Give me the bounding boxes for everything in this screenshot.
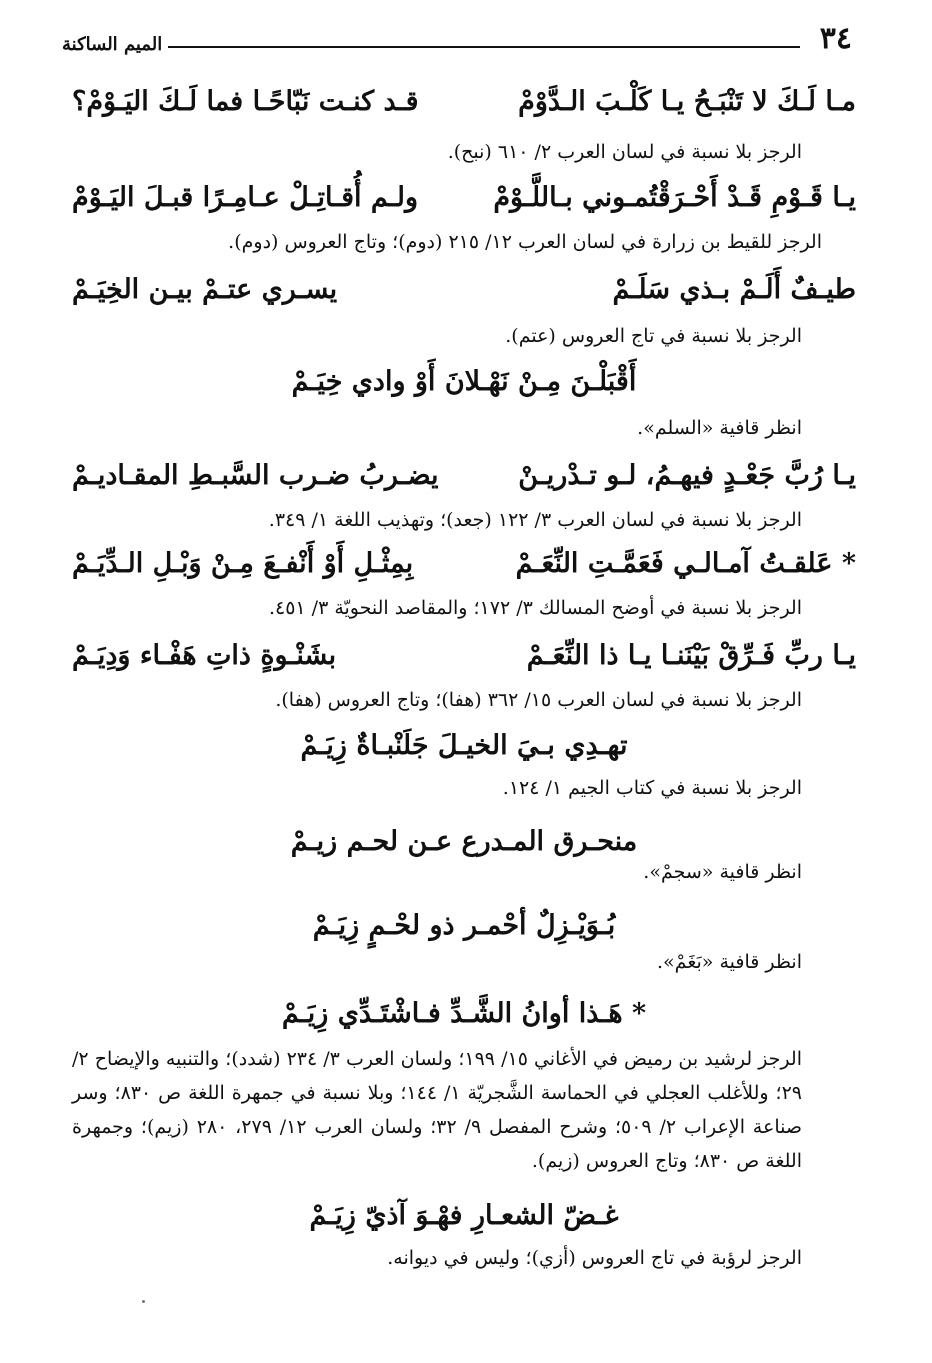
- verse-line: [72, 636, 856, 676]
- citation-note: الرجز بلا نسبة في تاج العروس (عتم).: [505, 325, 802, 347]
- citation-note: الرجز بلا نسبة في لسان العرب ٣/ ١٢٢ (جعد)؛ وتهذيب اللغة ١/ ٣٤٩.: [268, 509, 802, 531]
- verse-line: [72, 82, 856, 122]
- verse-hemistich-first: يـا قَـوْمِ قَـدْ أَحْـرَقْتُمـوني بـاللَّـوْمْ: [493, 182, 856, 213]
- verse-single-line: تهـدِي بـيَ الخيـلَ جَلَنْبـاةٌ زِيَـمْ: [300, 730, 628, 761]
- verse-single-line: منحـرق المـدرع عـن لحـم زيـمْ: [290, 826, 638, 857]
- citation-note: الرجز بلا نسبة في كتاب الجيم ١/ ١٢٤.: [502, 777, 802, 799]
- header-rule: [168, 46, 800, 48]
- verse-hemistich-first: مـا لَـكَ لا تَنْبَـحُ يـا كَلْـبَ الـدَّوْمْ: [518, 86, 856, 117]
- verse-line: [72, 822, 856, 862]
- verse-hemistich-second: يسـري عتـمْ بيـن الخِيَـمْ: [72, 274, 338, 305]
- citation-paragraph: الرجز لرشيد بن رميض في الأغاني ١٥/ ١٩٩؛ ولسان العرب ٣/ ٢٣٤ (شدد)؛ والتنبيه والإيضاح ٢/ ٢٩؛ وللأغلب العجلي في الحماسة الشَّجريّة ١/ ١٤٤؛ وبلا نسبة في جمهرة اللغة ص ٨٣٠؛ وسر صناعة الإعراب ٢/ ٥٠٩؛ وشرح المفصل ٩/ ٣٢؛ ولسان العرب ١٢/ ٢٧٩، ٢٨٠ (زيم)؛ وجمهرة اللغة ص ٨٣٠؛ وتاج العروس (زيم).: [72, 1048, 802, 1172]
- verse-single-line: [282, 998, 646, 1029]
- verse-single-line: غـضّ الشعـارِ فهْـوَ آذيّ زِيَـمْ: [309, 1200, 619, 1231]
- verse-line: [72, 270, 856, 310]
- verse-line: [72, 994, 856, 1034]
- page-number: ٣٤: [819, 21, 852, 56]
- verse-hemistich-second: بشَنْـوةٍ ذاتِ هَفْـاء وَدِيَـمْ: [72, 640, 337, 671]
- verse-hemistich-second: بِمِثْـلِ أَوْ أَنْفـعَ مِـنْ وَبْـلِ الـدِّيَـمْ: [72, 548, 414, 579]
- running-title: الميم الساكنة: [62, 34, 163, 55]
- citation-note: انظر قافية «بَغَمْ».: [657, 951, 802, 973]
- verse-hemistich-second: قـد كنـت نَبّاحًـا فما لَـكَ اليَـوْمْ؟: [72, 86, 419, 117]
- asterisk-mark: *: [841, 548, 856, 579]
- citation-note: انظر قافية «سجمْ».: [643, 861, 802, 883]
- verse-line: [72, 362, 856, 402]
- citation-note: الرجز للقيط بن زرارة في لسان العرب ١٢/ ٢١٥ (دوم)؛ وتاج العروس (دوم).: [228, 231, 822, 253]
- print-speck: [142, 1300, 145, 1303]
- verse-line: [72, 178, 856, 218]
- verse-hemistich-second: ولـم أُقـاتِـلْ عـامِـرًا قبـلَ اليَـوْمْ: [72, 182, 419, 213]
- verse-hemistich-text: عَلقـتُ آمـالـي فَعَمَّـتِ النِّعَـمْ: [515, 548, 833, 579]
- verse-line: [72, 906, 856, 946]
- verse-line: [72, 726, 856, 766]
- verse-hemistich-first: طيـفٌ أَلَـمْ بـذي سَلَـمْ: [612, 274, 856, 305]
- verse-line: [72, 456, 856, 496]
- verse-line: [72, 544, 856, 584]
- verse-hemistich-first: [516, 544, 856, 584]
- verse-hemistich-first: يـا ربِّ فَـرِّقْ بَيْنَنـا يـا ذا النِّعَـمْ: [526, 640, 856, 671]
- citation-note: الرجز بلا نسبة في أوضح المسالك ٣/ ١٧٢؛ والمقاصد النحويّة ٣/ ٤٥١.: [268, 597, 802, 619]
- verse-hemistich-first: يـا رُبَّ جَعْـدٍ فيهـمُ، لـو تـدْريـنْ: [518, 460, 856, 491]
- citation-note: الرجز لرؤبة في تاج العروس (أزي)؛ وليس في ديوانه.: [387, 1247, 802, 1269]
- asterisk-mark: *: [631, 998, 647, 1029]
- verse-line: [72, 1196, 856, 1236]
- citation-note: الرجز بلا نسبة في لسان العرب ١٥/ ٣٦٢ (هفا)؛ وتاج العروس (هفا).: [275, 689, 802, 711]
- citation-note: الرجز بلا نسبة في لسان العرب ٢/ ٦١٠ (نبح).: [447, 141, 802, 163]
- verse-hemistich-second: يضـربُ ضـرب السَّبـطِ المقـاديـمْ: [72, 460, 439, 491]
- verse-single-line: أَقْبَلْـنَ مِـنْ نَهْـلانَ أَوْ وادي خِيَـمْ: [291, 366, 637, 397]
- citation-note: انظر قافية «السلم».: [637, 417, 802, 439]
- verse-hemistich-text: هَـذا أوانُ الشَّـدِّ فـاشْتَـدِّي زِيَـمْ: [281, 998, 623, 1029]
- verse-single-line: بُـوَيْـزِلٌ أحْمـر ذو لحْـمٍ زِيَـمْ: [312, 910, 616, 941]
